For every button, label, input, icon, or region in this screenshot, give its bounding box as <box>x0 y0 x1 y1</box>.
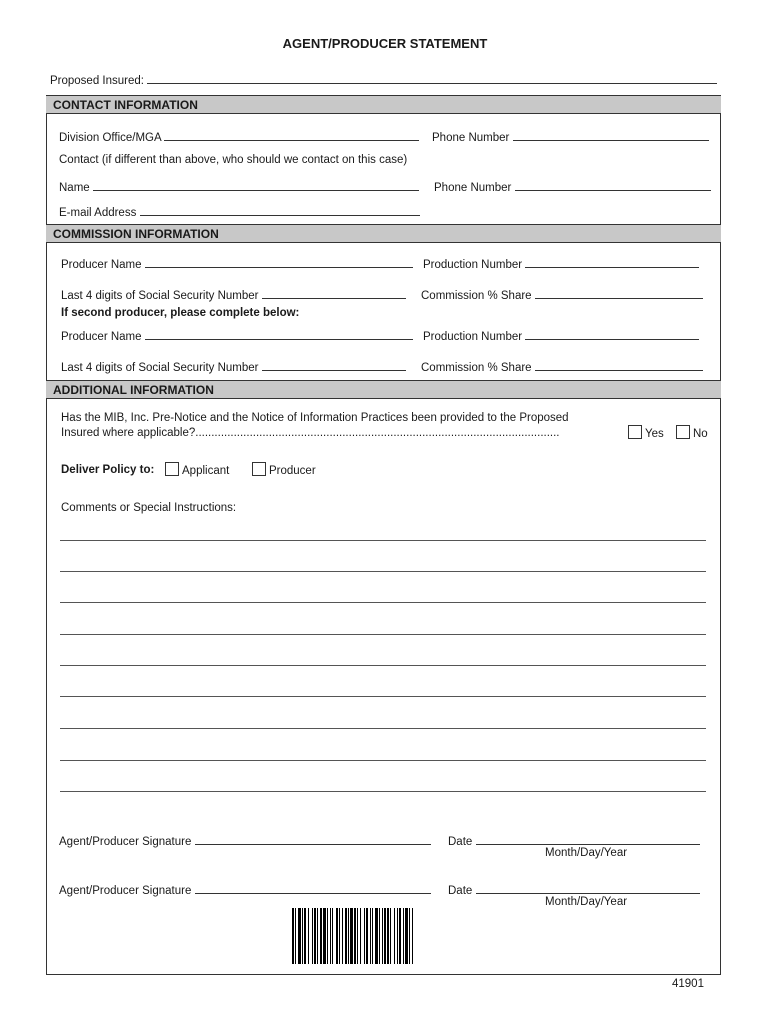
phone2-field[interactable] <box>515 179 711 191</box>
second-producer-note: If second producer, please complete below: <box>61 307 300 319</box>
comment-line[interactable] <box>60 728 706 729</box>
commission2-row <box>421 359 703 374</box>
phone-field[interactable] <box>513 129 709 141</box>
barcode-image <box>292 908 474 964</box>
signature-field[interactable] <box>195 882 431 894</box>
additional-section-header: ADDITIONAL INFORMATION <box>46 380 721 399</box>
applicant-checkbox[interactable] <box>165 462 179 476</box>
comment-line[interactable] <box>60 602 706 603</box>
phone-label: Phone Number <box>432 132 510 144</box>
ssn2-row <box>61 359 406 374</box>
name-field[interactable] <box>93 179 419 191</box>
production-number2-label: Production Number <box>423 331 523 343</box>
division-row <box>59 129 419 144</box>
signature-row <box>59 833 431 848</box>
signature-label: Agent/Producer Signature <box>59 836 192 848</box>
commission-row <box>421 287 703 302</box>
yes-checkbox[interactable] <box>628 425 642 439</box>
comment-line[interactable] <box>60 760 706 761</box>
producer-name2-label: Producer Name <box>61 331 142 343</box>
mib-question-line2: Insured where applicable?.................................................................................................................. <box>61 427 560 439</box>
date-row <box>448 833 700 848</box>
commission2-field[interactable] <box>535 359 703 371</box>
date-format-hint: Month/Day/Year <box>545 896 628 908</box>
producer-name-field[interactable] <box>145 256 413 268</box>
email-row <box>59 204 420 219</box>
comment-line[interactable] <box>60 540 706 541</box>
date-format-hint: Month/Day/Year <box>545 847 628 859</box>
producer-name2-field[interactable] <box>145 328 413 340</box>
production-number-field[interactable] <box>525 256 699 268</box>
no-checkbox[interactable] <box>676 425 690 439</box>
yes-option[interactable] <box>628 425 664 440</box>
producer-checkbox[interactable] <box>252 462 266 476</box>
contact-note: Contact (if different than above, who should we contact on this case) <box>59 154 408 166</box>
ssn-row <box>61 287 406 302</box>
ssn2-label: Last 4 digits of Social Security Number <box>61 362 259 374</box>
ssn-label: Last 4 digits of Social Security Number <box>61 290 259 302</box>
comment-line[interactable] <box>60 634 706 635</box>
comment-line[interactable] <box>60 665 706 666</box>
form-number: 41901 <box>672 978 704 990</box>
email-field[interactable] <box>140 204 420 216</box>
page-title: AGENT/PRODUCER STATEMENT <box>282 36 488 51</box>
name-label: Name <box>59 182 90 194</box>
production-number2-field[interactable] <box>525 328 699 340</box>
applicant-option[interactable] <box>165 462 229 477</box>
producer-label: Producer <box>269 465 316 477</box>
producer-name-row <box>61 256 413 271</box>
production-number-label: Production Number <box>423 259 523 271</box>
mib-question-line1: Has the MIB, Inc. Pre-Notice and the Notice of Information Practices been provided to the Proposed <box>61 412 569 424</box>
applicant-label: Applicant <box>182 465 230 477</box>
deliver-policy-label: Deliver Policy to: <box>61 464 155 476</box>
producer-option[interactable] <box>252 462 316 477</box>
date-label: Date <box>448 885 473 897</box>
contact-section-header: CONTACT INFORMATION <box>46 95 721 114</box>
date-row <box>448 882 700 897</box>
signature-label: Agent/Producer Signature <box>59 885 192 897</box>
ssn2-field[interactable] <box>262 359 406 371</box>
date-field[interactable] <box>476 882 700 894</box>
producer-name-label: Producer Name <box>61 259 142 271</box>
comment-line[interactable] <box>60 571 706 572</box>
name-row <box>59 179 419 194</box>
no-label: No <box>693 428 708 440</box>
email-label: E-mail Address <box>59 207 137 219</box>
producer-name2-row <box>61 328 413 343</box>
division-field[interactable] <box>164 129 419 141</box>
commission-field[interactable] <box>535 287 703 299</box>
ssn-field[interactable] <box>262 287 406 299</box>
comments-label: Comments or Special Instructions: <box>61 502 237 514</box>
phone2-row <box>434 179 711 194</box>
phone-row <box>432 129 709 144</box>
comment-line[interactable] <box>60 791 706 792</box>
comment-line[interactable] <box>60 696 706 697</box>
commission2-label: Commission % Share <box>421 362 532 374</box>
production-number2-row <box>423 328 699 343</box>
proposed-insured-row <box>50 72 717 87</box>
date-label: Date <box>448 836 473 848</box>
commission-label: Commission % Share <box>421 290 532 302</box>
signature-field[interactable] <box>195 833 431 845</box>
proposed-insured-label: Proposed Insured: <box>50 75 144 87</box>
commission-section-header: COMMISSION INFORMATION <box>46 224 721 243</box>
production-number-row <box>423 256 699 271</box>
no-option[interactable] <box>676 425 708 440</box>
signature-row <box>59 882 431 897</box>
date-field[interactable] <box>476 833 700 845</box>
yes-label: Yes <box>645 428 664 440</box>
proposed-insured-field[interactable] <box>147 72 717 84</box>
phone2-label: Phone Number <box>434 182 512 194</box>
division-label: Division Office/MGA <box>59 132 162 144</box>
